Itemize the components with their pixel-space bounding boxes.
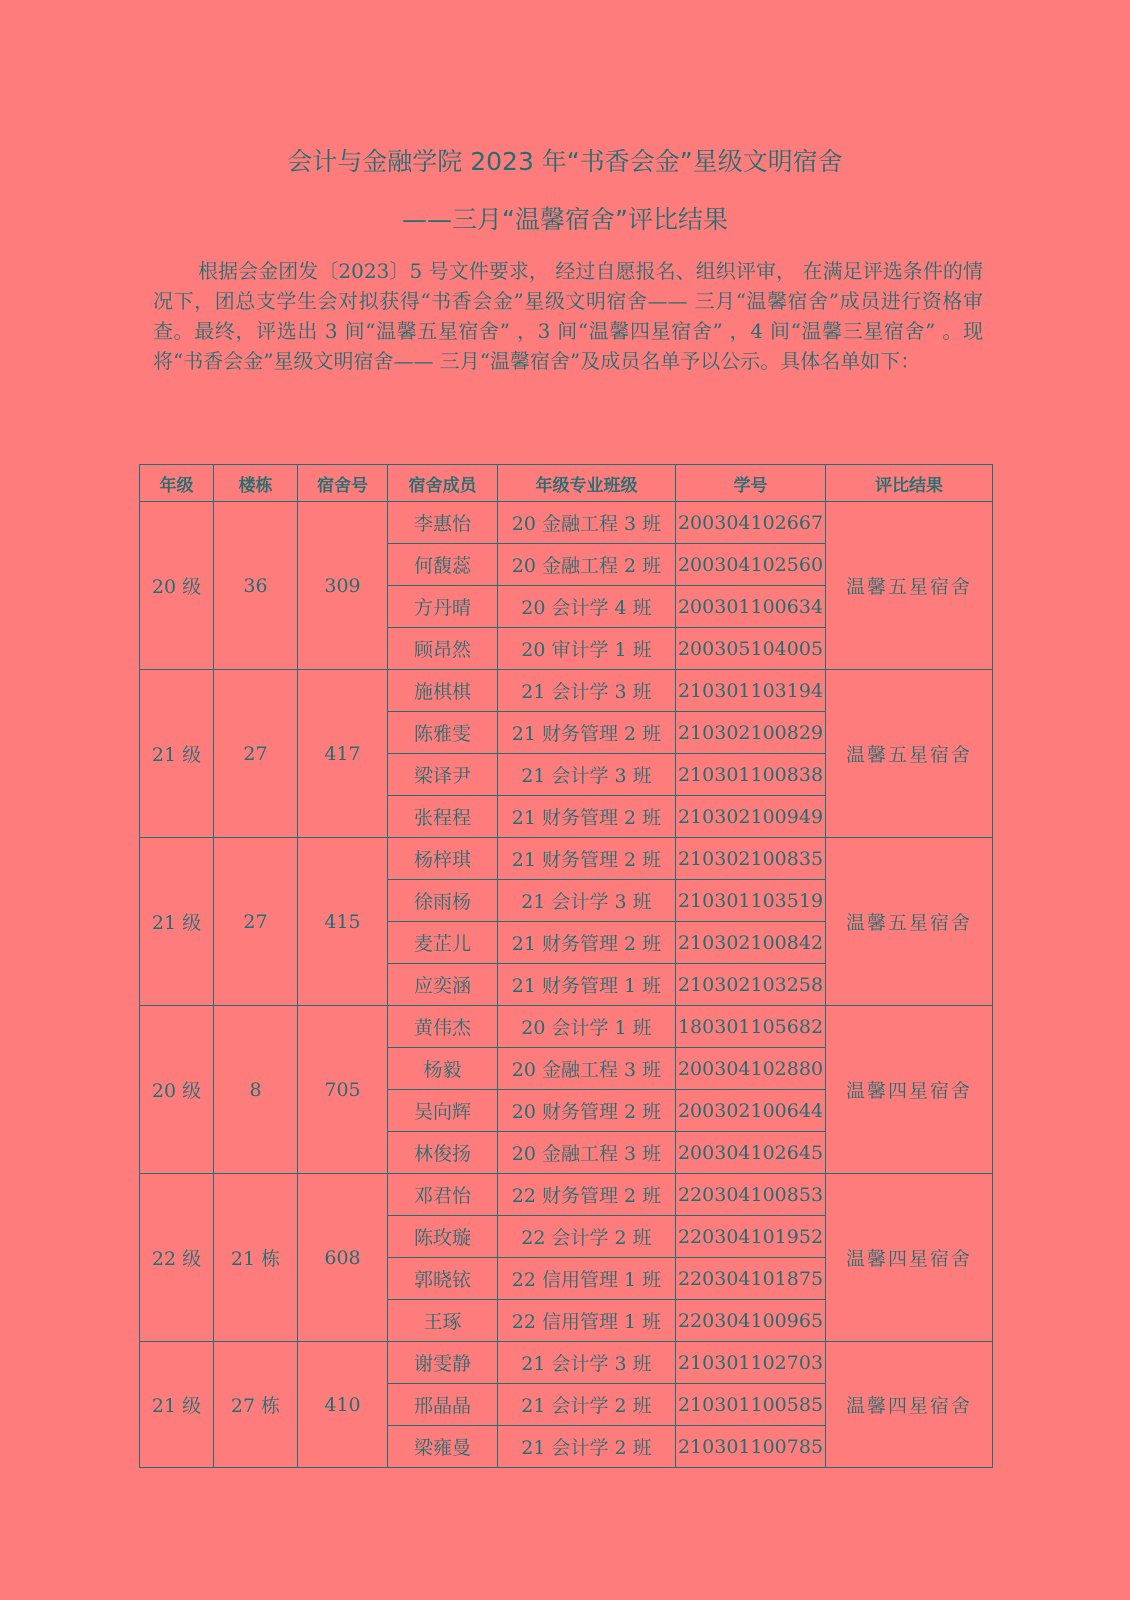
class-cell: 20 金融工程 2 班 xyxy=(498,544,676,586)
member-name-cell: 邢晶晶 xyxy=(388,1384,498,1426)
class-cell: 21 财务管理 2 班 xyxy=(498,796,676,838)
results-table xyxy=(139,464,993,1468)
class-cell: 21 财务管理 2 班 xyxy=(498,922,676,964)
building-cell: 21 栋 xyxy=(214,1174,298,1342)
student-id-cell: 210301100785 xyxy=(676,1426,826,1468)
room-cell: 608 xyxy=(298,1174,388,1342)
intro-paragraph: 根据会金团发〔2023〕5 号文件要求， 经过自愿报名、组织评审， 在满足评选条件的情况下，团总支学生会对拟获得“书香会金”星级文明宿舍—— 三月“温馨宿舍”成员进行资格审查。最终，评选出 3 间“温馨五星宿舍” ，3 间“温馨四星宿舍” ，4 间“温馨三星宿舍” 。现将“书香会金”星级文明宿舍—— 三月“温馨宿舍”及成员名单予以公示。具体名单如下： xyxy=(153,259,983,373)
member-name-cell: 方丹晴 xyxy=(388,586,498,628)
member-name-cell: 王琢 xyxy=(388,1300,498,1342)
class-cell: 20 金融工程 3 班 xyxy=(498,502,676,544)
grade-cell: 21 级 xyxy=(140,1342,214,1468)
student-id-cell: 200304102667 xyxy=(676,502,826,544)
table-body xyxy=(140,502,993,1468)
header-member: 宿舍成员 xyxy=(388,465,498,502)
result-cell: 温馨五星宿舍 xyxy=(826,502,993,670)
member-name-cell: 吴向辉 xyxy=(388,1090,498,1132)
table-row xyxy=(140,1174,993,1216)
result-cell: 温馨四星宿舍 xyxy=(826,1342,993,1468)
class-cell: 22 会计学 2 班 xyxy=(498,1216,676,1258)
class-cell: 21 会计学 2 班 xyxy=(498,1384,676,1426)
header-result: 评比结果 xyxy=(826,465,993,502)
room-cell: 410 xyxy=(298,1342,388,1468)
class-cell: 21 会计学 3 班 xyxy=(498,754,676,796)
student-id-cell: 210301100838 xyxy=(676,754,826,796)
class-cell: 21 会计学 2 班 xyxy=(498,1426,676,1468)
result-cell: 温馨四星宿舍 xyxy=(826,1006,993,1174)
room-cell: 417 xyxy=(298,670,388,838)
student-id-cell: 200305104005 xyxy=(676,628,826,670)
student-id-cell: 210301103194 xyxy=(676,670,826,712)
student-id-cell: 210302100949 xyxy=(676,796,826,838)
member-name-cell: 张程程 xyxy=(388,796,498,838)
member-name-cell: 梁雍曼 xyxy=(388,1426,498,1468)
class-cell: 21 会计学 3 班 xyxy=(498,670,676,712)
building-cell: 27 栋 xyxy=(214,1342,298,1468)
building-cell: 36 xyxy=(214,502,298,670)
class-cell: 20 会计学 1 班 xyxy=(498,1006,676,1048)
member-name-cell: 徐雨杨 xyxy=(388,880,498,922)
student-id-cell: 210302103258 xyxy=(676,964,826,1006)
student-id-cell: 180301105682 xyxy=(676,1006,826,1048)
header-room: 宿舍号 xyxy=(298,465,388,502)
class-cell: 22 信用管理 1 班 xyxy=(498,1258,676,1300)
member-name-cell: 陈雅雯 xyxy=(388,712,498,754)
result-cell: 温馨四星宿舍 xyxy=(826,1174,993,1342)
member-name-cell: 陈玫璇 xyxy=(388,1216,498,1258)
student-id-cell: 200304102560 xyxy=(676,544,826,586)
building-cell: 27 xyxy=(214,838,298,1006)
member-name-cell: 郭晓铱 xyxy=(388,1258,498,1300)
member-name-cell: 麦芷儿 xyxy=(388,922,498,964)
grade-cell: 22 级 xyxy=(140,1174,214,1342)
header-student-id: 学号 xyxy=(676,465,826,502)
table-row xyxy=(140,1342,993,1384)
table-row xyxy=(140,1006,993,1048)
member-name-cell: 谢雯静 xyxy=(388,1342,498,1384)
student-id-cell: 210301103519 xyxy=(676,880,826,922)
member-name-cell: 黄伟杰 xyxy=(388,1006,498,1048)
student-id-cell: 200304102645 xyxy=(676,1132,826,1174)
header-grade: 年级 xyxy=(140,465,214,502)
student-id-cell: 210302100842 xyxy=(676,922,826,964)
member-name-cell: 李惠怡 xyxy=(388,502,498,544)
grade-cell: 20 级 xyxy=(140,1006,214,1174)
class-cell: 20 会计学 4 班 xyxy=(498,586,676,628)
result-cell: 温馨五星宿舍 xyxy=(826,838,993,1006)
student-id-cell: 220304101875 xyxy=(676,1258,826,1300)
student-id-cell: 210302100835 xyxy=(676,838,826,880)
class-cell: 20 金融工程 3 班 xyxy=(498,1132,676,1174)
class-cell: 21 会计学 3 班 xyxy=(498,1342,676,1384)
table-row xyxy=(140,670,993,712)
grade-cell: 21 级 xyxy=(140,838,214,1006)
table-row xyxy=(140,502,993,544)
member-name-cell: 邓君怡 xyxy=(388,1174,498,1216)
header-building: 楼栋 xyxy=(214,465,298,502)
table-row xyxy=(140,838,993,880)
document-title: 会计与金融学院 2023 年“书香会金”星级文明宿舍 xyxy=(287,147,843,176)
member-name-cell: 杨毅 xyxy=(388,1048,498,1090)
student-id-cell: 220304101952 xyxy=(676,1216,826,1258)
member-name-cell: 施棋棋 xyxy=(388,670,498,712)
member-name-cell: 梁译尹 xyxy=(388,754,498,796)
class-cell: 21 财务管理 1 班 xyxy=(498,964,676,1006)
student-id-cell: 210301100585 xyxy=(676,1384,826,1426)
student-id-cell: 210301102703 xyxy=(676,1342,826,1384)
grade-cell: 21 级 xyxy=(140,670,214,838)
student-id-cell: 200304102880 xyxy=(676,1048,826,1090)
student-id-cell: 220304100853 xyxy=(676,1174,826,1216)
class-cell: 22 信用管理 1 班 xyxy=(498,1300,676,1342)
class-cell: 21 财务管理 2 班 xyxy=(498,838,676,880)
room-cell: 309 xyxy=(298,502,388,670)
member-name-cell: 应奕涵 xyxy=(388,964,498,1006)
class-cell: 21 财务管理 2 班 xyxy=(498,712,676,754)
header-class: 年级专业班级 xyxy=(498,465,676,502)
member-name-cell: 何馥蕊 xyxy=(388,544,498,586)
building-cell: 8 xyxy=(214,1006,298,1174)
student-id-cell: 210302100829 xyxy=(676,712,826,754)
member-name-cell: 杨梓琪 xyxy=(388,838,498,880)
student-id-cell: 220304100965 xyxy=(676,1300,826,1342)
class-cell: 22 财务管理 2 班 xyxy=(498,1174,676,1216)
building-cell: 27 xyxy=(214,670,298,838)
grade-cell: 20 级 xyxy=(140,502,214,670)
table-header-row xyxy=(140,465,993,502)
document-subtitle: ——三月“温馨宿舍”评比结果 xyxy=(402,205,728,234)
class-cell: 20 审计学 1 班 xyxy=(498,628,676,670)
member-name-cell: 顾昂然 xyxy=(388,628,498,670)
room-cell: 415 xyxy=(298,838,388,1006)
room-cell: 705 xyxy=(298,1006,388,1174)
class-cell: 20 财务管理 2 班 xyxy=(498,1090,676,1132)
student-id-cell: 200301100634 xyxy=(676,586,826,628)
class-cell: 20 金融工程 3 班 xyxy=(498,1048,676,1090)
class-cell: 21 会计学 3 班 xyxy=(498,880,676,922)
student-id-cell: 200302100644 xyxy=(676,1090,826,1132)
result-cell: 温馨五星宿舍 xyxy=(826,670,993,838)
member-name-cell: 林俊扬 xyxy=(388,1132,498,1174)
